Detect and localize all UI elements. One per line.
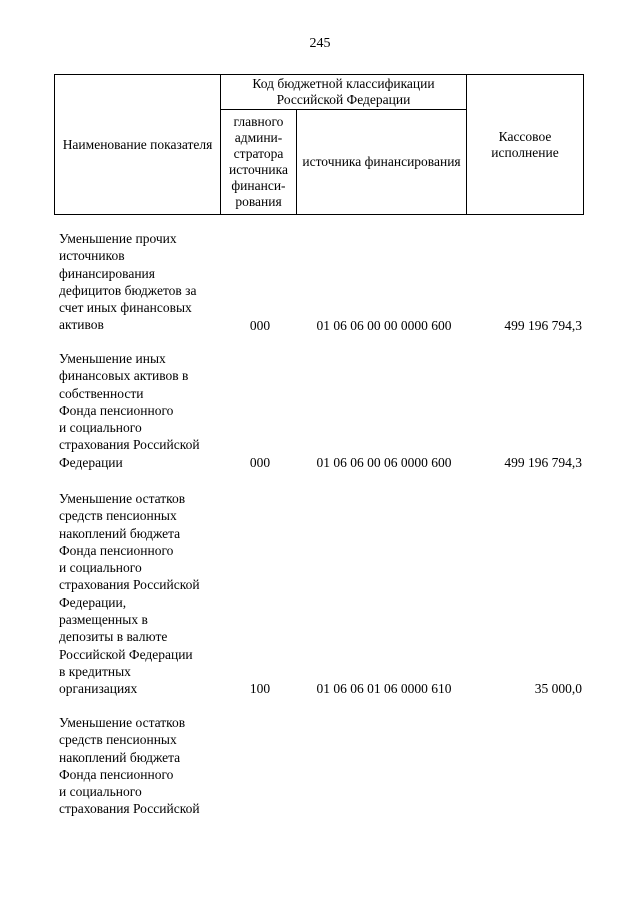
row-indicator-name-line: в кредитных [59, 663, 131, 679]
row-indicator-name-line: счет иных финансовых [59, 300, 192, 316]
row-indicator-name-line: средств пенсионных [59, 732, 177, 748]
row-indicator-name-line: Уменьшение остатков [59, 491, 186, 506]
row-amount: 499 196 794,3 [504, 317, 582, 333]
header-name-column: Наименование показателя [55, 75, 221, 215]
row-indicator-name-line: финансовых активов в [59, 368, 189, 384]
row-admin-code: 000 [249, 454, 271, 470]
row-admin-code: 100 [249, 681, 271, 697]
row-indicator-name-line: организациях [59, 681, 138, 697]
row-indicator-name-line: и социального [59, 560, 142, 576]
row-indicator-name [59, 490, 227, 698]
header-source-column: источника финансирования [297, 110, 467, 215]
row-indicator-name-line: депозиты в валюте [59, 629, 168, 645]
row-indicator-name-line: активов [59, 317, 104, 333]
row-admin-code: 000 [249, 317, 271, 333]
row-indicator-name-line: накоплений бюджета [59, 525, 181, 541]
row-indicator-name-line: Фонда пенсионного [59, 766, 174, 782]
row-indicator-name-line: Уменьшение иных [59, 351, 166, 366]
row-indicator-name-line: финансирования [59, 265, 155, 281]
header-kbk-group [221, 75, 467, 110]
row-indicator-name-line: страхования Российской [59, 577, 200, 593]
row-indicator-name-line: и социального [59, 784, 142, 800]
row-indicator-name-line: собственности [59, 385, 144, 401]
row-source-code: 01 06 06 00 06 0000 600 [316, 454, 452, 470]
row-indicator-name-line: Федерации, [59, 594, 127, 610]
row-indicator-name-line: Федерации [59, 454, 123, 470]
page-number: 245 [309, 36, 331, 51]
header-admin-column: главного админи-стратора источника финанси-рования [221, 110, 297, 215]
row-indicator-name-line: источников [59, 248, 125, 264]
row-indicator-name [59, 230, 227, 334]
table-header [54, 74, 584, 215]
row-indicator-name-line: Фонда пенсионного [59, 402, 174, 418]
row-indicator-name-line: Уменьшение прочих [59, 231, 177, 246]
row-indicator-name-line: средств пенсионных [59, 508, 177, 524]
row-indicator-name [59, 350, 227, 471]
header-kbk-group-label: Код бюджетной классификации Российской Федерации [252, 76, 435, 107]
header-amount-column: Кассовое исполнение [467, 75, 584, 215]
row-indicator-name-line: страхования Российской [59, 437, 200, 453]
row-indicator-name-line: Российской Федерации [59, 646, 193, 662]
row-indicator-name [59, 714, 227, 818]
row-indicator-name-line: страхования Российской [59, 801, 200, 817]
row-amount: 35 000,0 [534, 681, 582, 697]
row-amount: 499 196 794,3 [504, 454, 582, 470]
row-indicator-name-line: Фонда пенсионного [59, 542, 174, 558]
row-indicator-name-line: накоплений бюджета [59, 749, 181, 765]
row-source-code: 01 06 06 01 06 0000 610 [316, 681, 452, 697]
row-indicator-name-line: размещенных в [59, 612, 148, 628]
row-indicator-name-line: дефицитов бюджетов за [59, 282, 197, 298]
row-indicator-name-line: Уменьшение остатков [59, 715, 186, 730]
row-source-code: 01 06 06 00 00 0000 600 [316, 317, 452, 333]
row-indicator-name-line: и социального [59, 420, 142, 436]
